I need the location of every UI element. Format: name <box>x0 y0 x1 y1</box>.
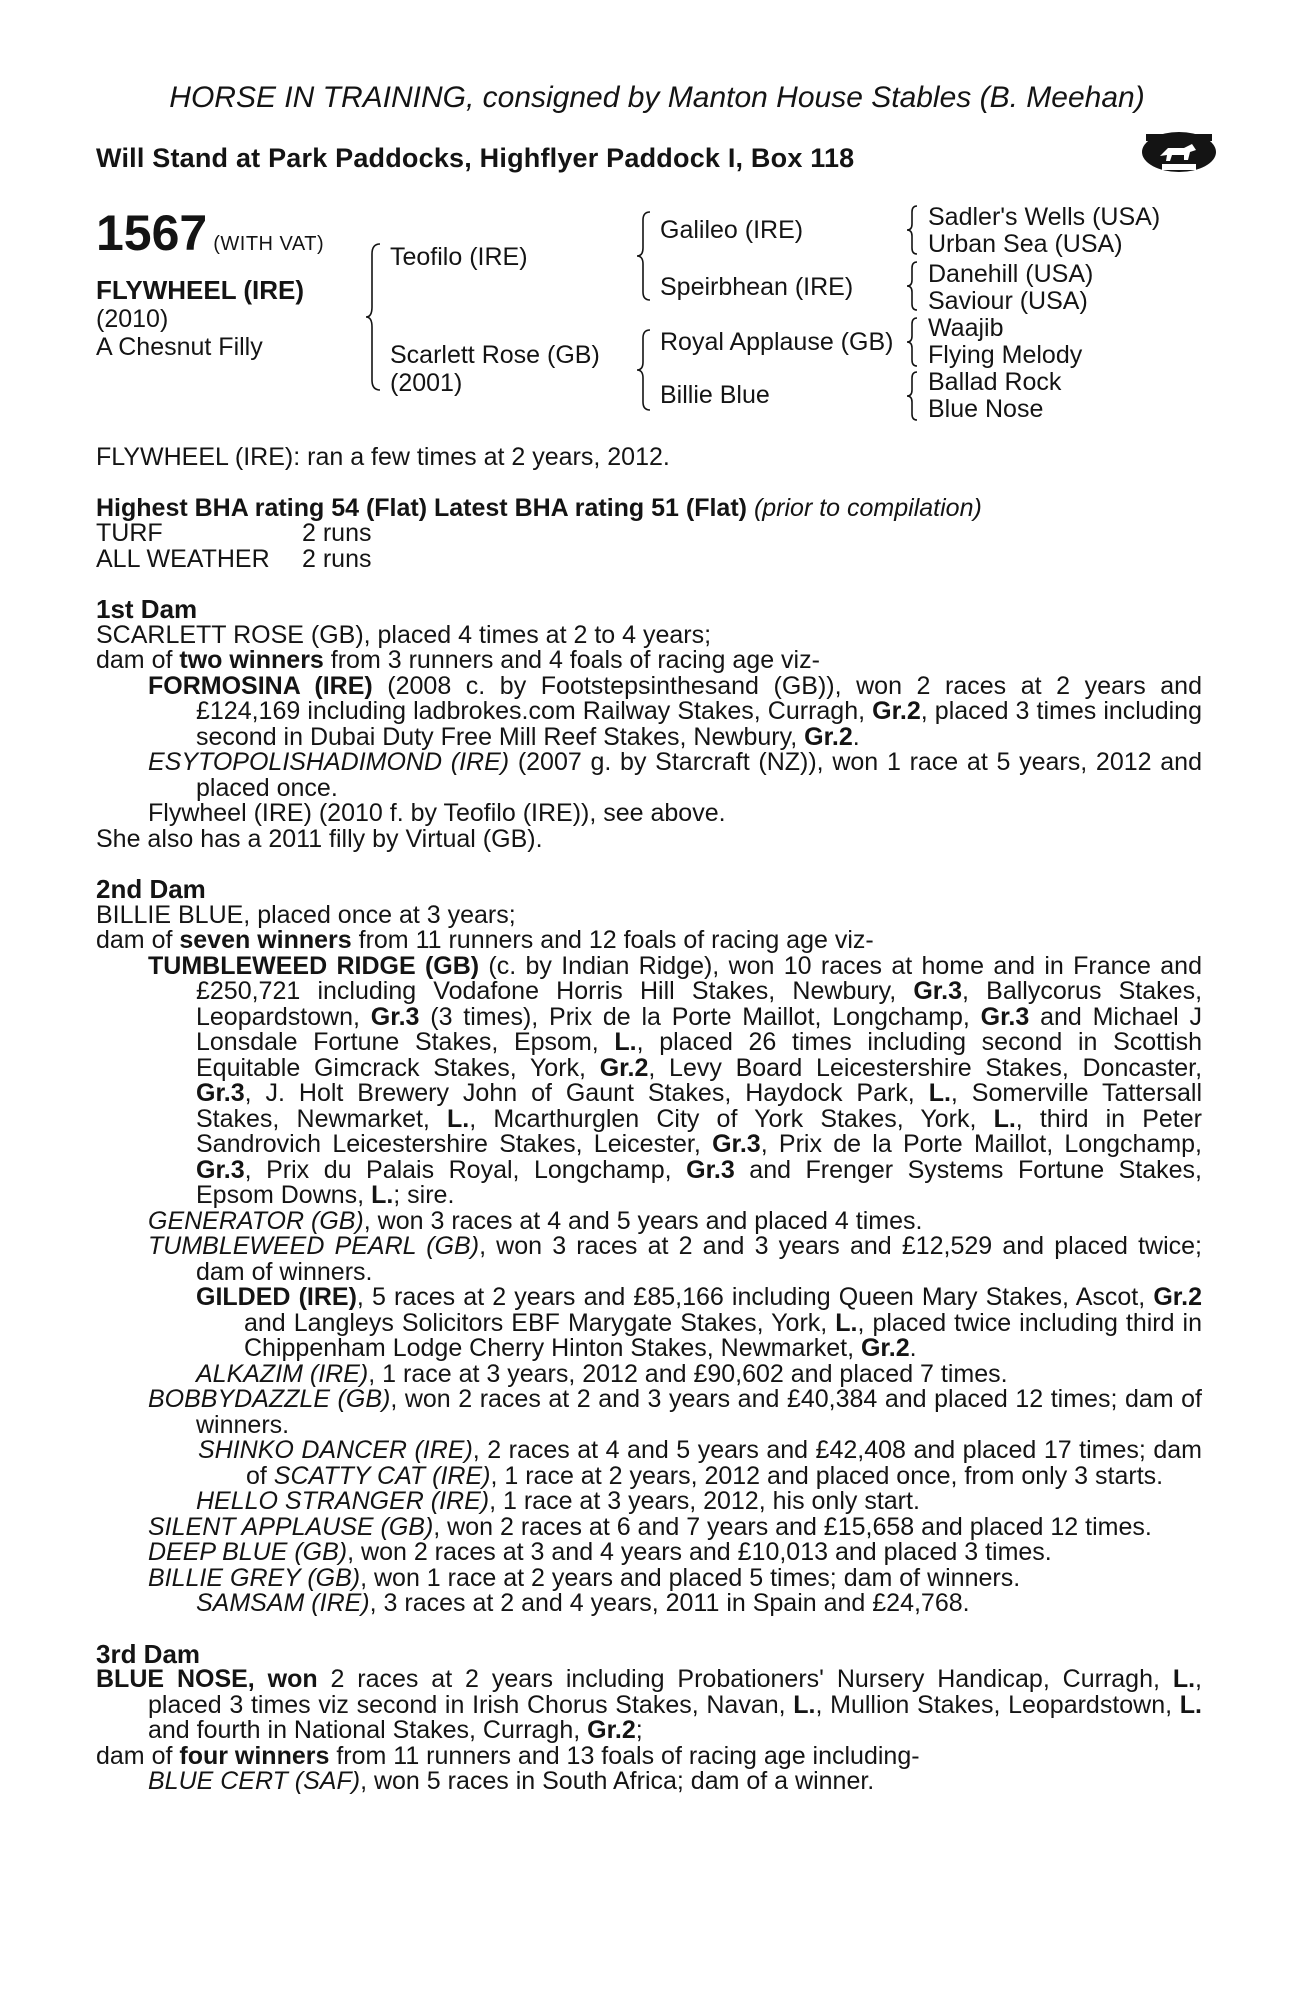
foaling-year: (2010) <box>96 305 169 333</box>
pedigree-brace-g2 <box>904 260 920 312</box>
produce-shinko-dancer: SHINKO DANCER (IRE), 2 races at 4 and 5 years and £42,408 and placed 17 times; dam of SCATTY CAT (IRE), 1 race at 2 years, 2012 and placed once, from only 3 starts. <box>198 1436 1202 1490</box>
turf-count: 2 runs <box>302 519 372 547</box>
produce-generator: GENERATOR (GB), won 3 races at 4 and 5 years and placed 4 times. <box>148 1206 923 1235</box>
second-dam-heading: 2nd Dam <box>96 874 206 904</box>
produce-hello-stranger: HELLO STRANGER (IRE), 1 race at 3 years, 2012, his only start. <box>196 1487 920 1515</box>
produce-flywheel: Flywheel (IRE) (2010 f. by Teofilo (IRE)), see above. <box>148 799 726 827</box>
aw-label: ALL WEATHER <box>96 544 270 573</box>
produce-alkazim: ALKAZIM (IRE), 1 race at 3 years, 2012 and £90,602 and placed 7 times. <box>196 1359 1008 1388</box>
produce-bobbydazzle: BOBBYDAZZLE (GB), won 2 races at 2 and 3 years and £40,384 and placed 12 times; dam of winners. <box>148 1385 1202 1439</box>
page-title: HORSE IN TRAINING, consigned by Manton House Stables (B. Meehan) <box>169 81 1145 114</box>
pedigree-brace-g3 <box>904 316 920 368</box>
first-dam-produce-line: dam of two winners from 3 runners and 4 foals of racing age viz- <box>96 646 820 674</box>
stand-location: Will Stand at Park Paddocks, Highflyer Paddock I, Box 118 <box>96 143 855 173</box>
racing-post-bonus-logo <box>1140 128 1218 176</box>
pedigree-g8: Blue Nose <box>928 395 1044 423</box>
third-dam-line: BLUE NOSE, won 2 races at 2 years including Probationers' Nursery Handicap, Curragh, L., placed 3 times viz second in Irish Chorus Stakes, Navan, L., Mullion Stakes, Leopardstown, L. and fourth in National Stakes, Curragh, Gr.2; <box>96 1665 1202 1744</box>
second-dam-line: BILLIE BLUE, placed once at 3 years; <box>96 900 516 929</box>
third-dam-heading: 3rd Dam <box>96 1638 201 1669</box>
second-dam-produce-line: dam of seven winners from 11 runners and 12 foals of racing age viz- <box>96 926 874 954</box>
lot-number-line <box>96 205 324 261</box>
pedigree-sire-dam: Speirbhean (IRE) <box>660 273 854 301</box>
runs-summary: FLYWHEEL (IRE): ran a few times at 2 years, 2012. <box>96 443 670 471</box>
pedigree-g7: Ballad Rock <box>928 368 1062 396</box>
horse-description: A Chesnut Filly <box>96 333 263 361</box>
pedigree-dam-year: (2001) <box>390 369 463 397</box>
lot-number: 1567 <box>96 205 208 261</box>
rating-values: Highest BHA rating 54 (Flat) Latest BHA rating 51 (Flat) <box>96 493 747 522</box>
pedigree-g6: Flying Melody <box>928 341 1083 369</box>
pedigree-dam: Scarlett Rose (GB) <box>390 341 600 369</box>
aw-runs <box>96 544 1202 573</box>
produce-blue-cert: BLUE CERT (SAF), won 5 races in South Africa; dam of a winner. <box>148 1767 875 1795</box>
aw-count: 2 runs <box>302 544 372 573</box>
produce-tumbleweed-pearl: TUMBLEWEED PEARL (GB), won 3 races at 2 and 3 years and £12,529 and placed twice; dam of winners. <box>148 1232 1202 1286</box>
produce-samsam: SAMSAM (IRE), 3 races at 2 and 4 years, 2011 in Spain and £24,768. <box>196 1589 970 1617</box>
pedigree-sire: Teofilo (IRE) <box>390 243 528 271</box>
first-dam-heading: 1st Dam <box>96 594 198 624</box>
produce-silent-applause: SILENT APPLAUSE (GB), won 2 races at 6 and 7 years and £15,658 and placed 12 times. <box>148 1512 1152 1541</box>
produce-gilded: GILDED (IRE), 5 races at 2 years and £85,166 including Queen Mary Stakes, Ascot, Gr.2 and Langleys Solicitors EBF Marygate Stakes, York, L., placed twice including third in Chippenham Lodge Cherry Hinton Stakes, Newmarket, Gr.2. <box>196 1283 1203 1362</box>
pedigree-brace-main <box>364 242 384 392</box>
pedigree-g3: Danehill (USA) <box>928 260 1094 288</box>
pedigree-g2: Urban Sea (USA) <box>928 230 1123 258</box>
pedigree-brace-sire <box>634 210 654 302</box>
pedigree-brace-dam <box>634 328 654 412</box>
first-dam-line: SCARLETT ROSE (GB), placed 4 times at 2 to 4 years; <box>96 620 712 649</box>
produce-billie-grey: BILLIE GREY (GB), won 1 race at 2 years and placed 5 times; dam of winners. <box>148 1563 1021 1592</box>
lot-block <box>96 205 324 361</box>
third-dam-produce-line: dam of four winners from 11 runners and 13 foals of racing age including- <box>96 1741 920 1770</box>
turf-label: TURF <box>96 519 163 547</box>
pedigree-g5: Waajib <box>928 314 1004 342</box>
turf-runs <box>96 521 1202 547</box>
produce-tumbleweed-ridge: TUMBLEWEED RIDGE (GB) (c. by Indian Ridge), won 10 races at home and in France and £250,721 including Vodafone Horris Hill Stakes, Newbury, Gr.3, Ballycorus Stakes, Leopardstown, Gr.3 (3 times), Prix de la Porte Maillot, Longchamp, Gr.3 and Michael J Lonsdale Fortune Stakes, Epsom, L., placed 26 times including second in Scottish Equitable Gimcrack Stakes, York, Gr.2, Levy Board Leicestershire Stakes, Doncaster, Gr.3, J. Holt Brewery John of Gaunt Stakes, Haydock Park, L., Somerville Tattersall Stakes, Newmarket, L., Mcarthurglen City of York Stakes, York, L., third in Peter Sandrovich Leicestershire Stakes, Leicester, Gr.3, Prix de la Porte Maillot, Longchamp, Gr.3, Prix du Palais Royal, Longchamp, Gr.3 and Frenger Systems Fortune Stakes, Epsom Downs, L.; sire. <box>148 951 1203 1209</box>
produce-deep-blue: DEEP BLUE (GB), won 2 races at 3 and 4 years and £10,013 and placed 3 times. <box>148 1538 1052 1566</box>
pedigree-brace-g1 <box>904 204 920 256</box>
pedigree-brace-g4 <box>904 370 920 422</box>
pedigree-g1: Sadler's Wells (USA) <box>928 203 1161 231</box>
pedigree-dam-dam: Billie Blue <box>660 381 770 409</box>
pedigree-dam-sire: Royal Applause (GB) <box>660 328 894 356</box>
rating-line <box>96 493 1202 522</box>
produce-formosina: FORMOSINA (IRE) (2008 c. by Footstepsinthesand (GB)), won 2 races at 2 years and £124,169 including ladbrokes.com Railway Stakes, Curragh, Gr.2, placed 3 times including second in Dubai Duty Free Mill Reef Stakes, Newbury, Gr.2. <box>148 671 1202 751</box>
catalogue-body <box>96 445 1202 1795</box>
lot-vat: (WITH VAT) <box>213 233 325 255</box>
rating-note: (prior to compilation) <box>753 493 982 522</box>
produce-esytopolishadimond: ESYTOPOLISHADIMOND (IRE) (2007 g. by Starcraft (NZ)), won 1 race at 5 years, 2012 and placed once. <box>148 748 1202 802</box>
horse-name: FLYWHEEL (IRE) <box>96 275 305 305</box>
pedigree-sire-sire: Galileo (IRE) <box>660 216 804 244</box>
produce-2011-filly: She also has a 2011 filly by Virtual (GB). <box>96 824 543 853</box>
pedigree-g4: Saviour (USA) <box>928 287 1088 315</box>
